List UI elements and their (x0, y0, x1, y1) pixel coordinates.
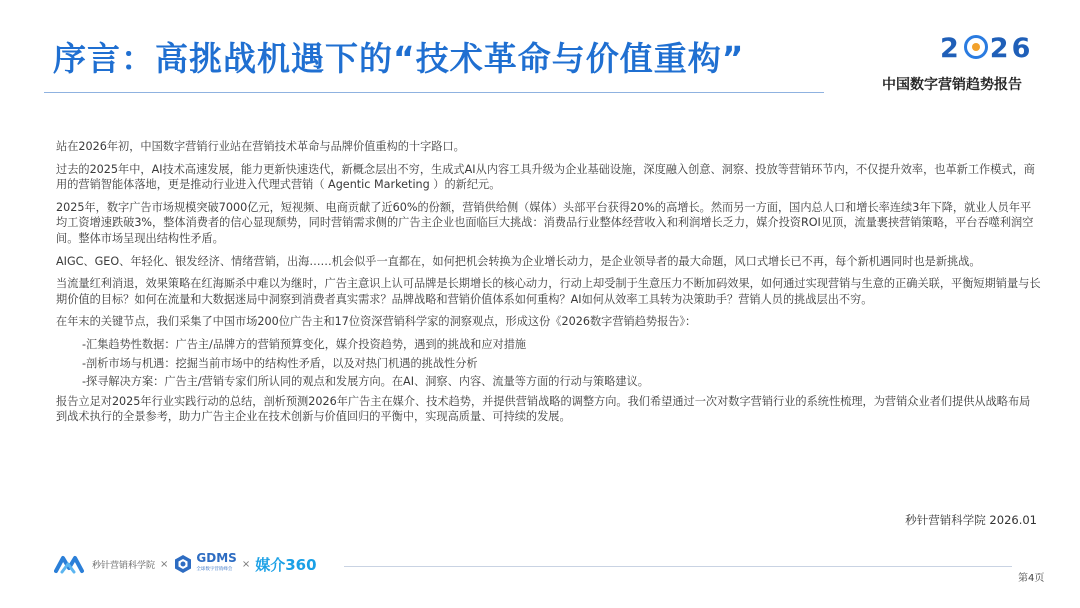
page-title: 序言：高挑战机遇下的“技术革命与价值重构” (53, 39, 745, 78)
paragraph: 当流量红利消退，效果策略在红海厮杀中难以为继时，广告主意识上认可品牌是长期增长的核心动力，行动上却受制于生意压力不断加码效果，如何通过实现营销与生意的正确关联，平衡短期销量与长期价值的目标？如何在流量和大数据迷局中洞察到消费者真实需求？品牌战略和营销价值体系如何重构？AI如何从效率工具转为决策助手？营销人员的挑战层出不穷。 (56, 277, 1041, 306)
bullet-item: -探寻解决方案：广告主/营销专家们所认同的观点和发展方向。在AI、洞察、内容、流量等方面的行动与策略建议。 (82, 375, 649, 389)
logo-meijie360: 媒介360 (255, 555, 317, 574)
signature: 秒针营销科学院 2026.01 (905, 513, 1037, 527)
target-circle-icon (964, 35, 988, 59)
gdms-logo-main: GDMS (196, 551, 237, 565)
footer-divider (344, 566, 1012, 567)
paragraph: 过去的2025年中，AI技术高速发展，能力更新快速迭代，新概念层出不穷，生成式AI从内容工具升级为企业基础设施，深度融入创意、洞察、投放等营销环节内，不仅提升效率，也革新工作模式，商用的营销智能体落地，更是推动行业进入代理式营销（ Agentic Marketing ）的新纪元。 (56, 162, 1035, 192)
paragraph: 站在2026年初，中国数字营销行业站在营销技术革命与品牌价值重构的十字路口。 (56, 140, 465, 153)
bullet-item: -汇集趋势性数据：广告主/品牌方的营销预算变化，媒介投资趋势，遇到的挑战和应对措施 (82, 337, 527, 351)
footer-logos (54, 550, 317, 578)
gdms-logo-text (196, 553, 236, 575)
bullet-item: -剖析市场与机遇：挖掘当前市场中的结构性矛盾，以及对热门机遇的挑战性分析 (82, 356, 478, 370)
logo-miaozhen-text: 秒针营销科学院 (92, 560, 156, 571)
year-prefix: 2 (940, 33, 962, 64)
preface-body (56, 139, 1041, 432)
gdms-logo-sub: 全球数字营销峰会 (196, 567, 233, 572)
miaozhen-logo-icon (54, 553, 88, 575)
logo-separator: × (241, 558, 251, 570)
year-suffix: 26 (989, 33, 1034, 64)
paragraph: AIGC、GEO、年轻化、银发经济、情绪营销，出海……机会似乎一直都在，如何把机会转换为企业增长动力，是企业领导者的最大命题，风口式增长已不再，每个新机遇同时也是新挑战。 (56, 254, 981, 268)
title-divider (44, 92, 824, 93)
page-number: 第4页 (1018, 573, 1045, 584)
paragraph: 在年末的关键节点，我们采集了中国市场200位广告主和17位资深营销科学家的洞察观点，形成这份《2026数字营销趋势报告》： (56, 315, 697, 329)
logo-separator: × (160, 558, 169, 570)
paragraph: 2025年，数字广告市场规模突破7000亿元，短视频、电商贡献了近60%的份额，营销供给侧（媒体）头部平台获得20%的高增长。然而另一方面，国内总人口和增长率连续3年下降，就业人员年平均工资增速跌破3%，整体消费者的信心显现颓势，同时营销需求侧的广告主企业也面临巨大挑战：消费品行业整体经营收入和利润增长乏力，媒介投资ROI见顶，流量裹挟营销策略，平台吞噬利润空间。整体市场呈现出结构性矛盾。 (56, 200, 1034, 245)
closing-paragraph: 报告立足对2025年行业实践行动的总结，剖析预测2026年广告主在媒介、技术趋势，并提供营销战略的调整方向。我们希望通过一次对数字营销行业的系统性梳理，为营销众业者们提供从战略布局到战术执行的全景参考，助力广告主企业在技术创新与价值回归的平衡中，实现高质量、可持续的发展。 (56, 394, 1031, 424)
report-year-logo (940, 33, 1033, 64)
report-name: 中国数字营销趋势报告 (882, 77, 1022, 93)
gdms-logo-icon (173, 554, 193, 574)
